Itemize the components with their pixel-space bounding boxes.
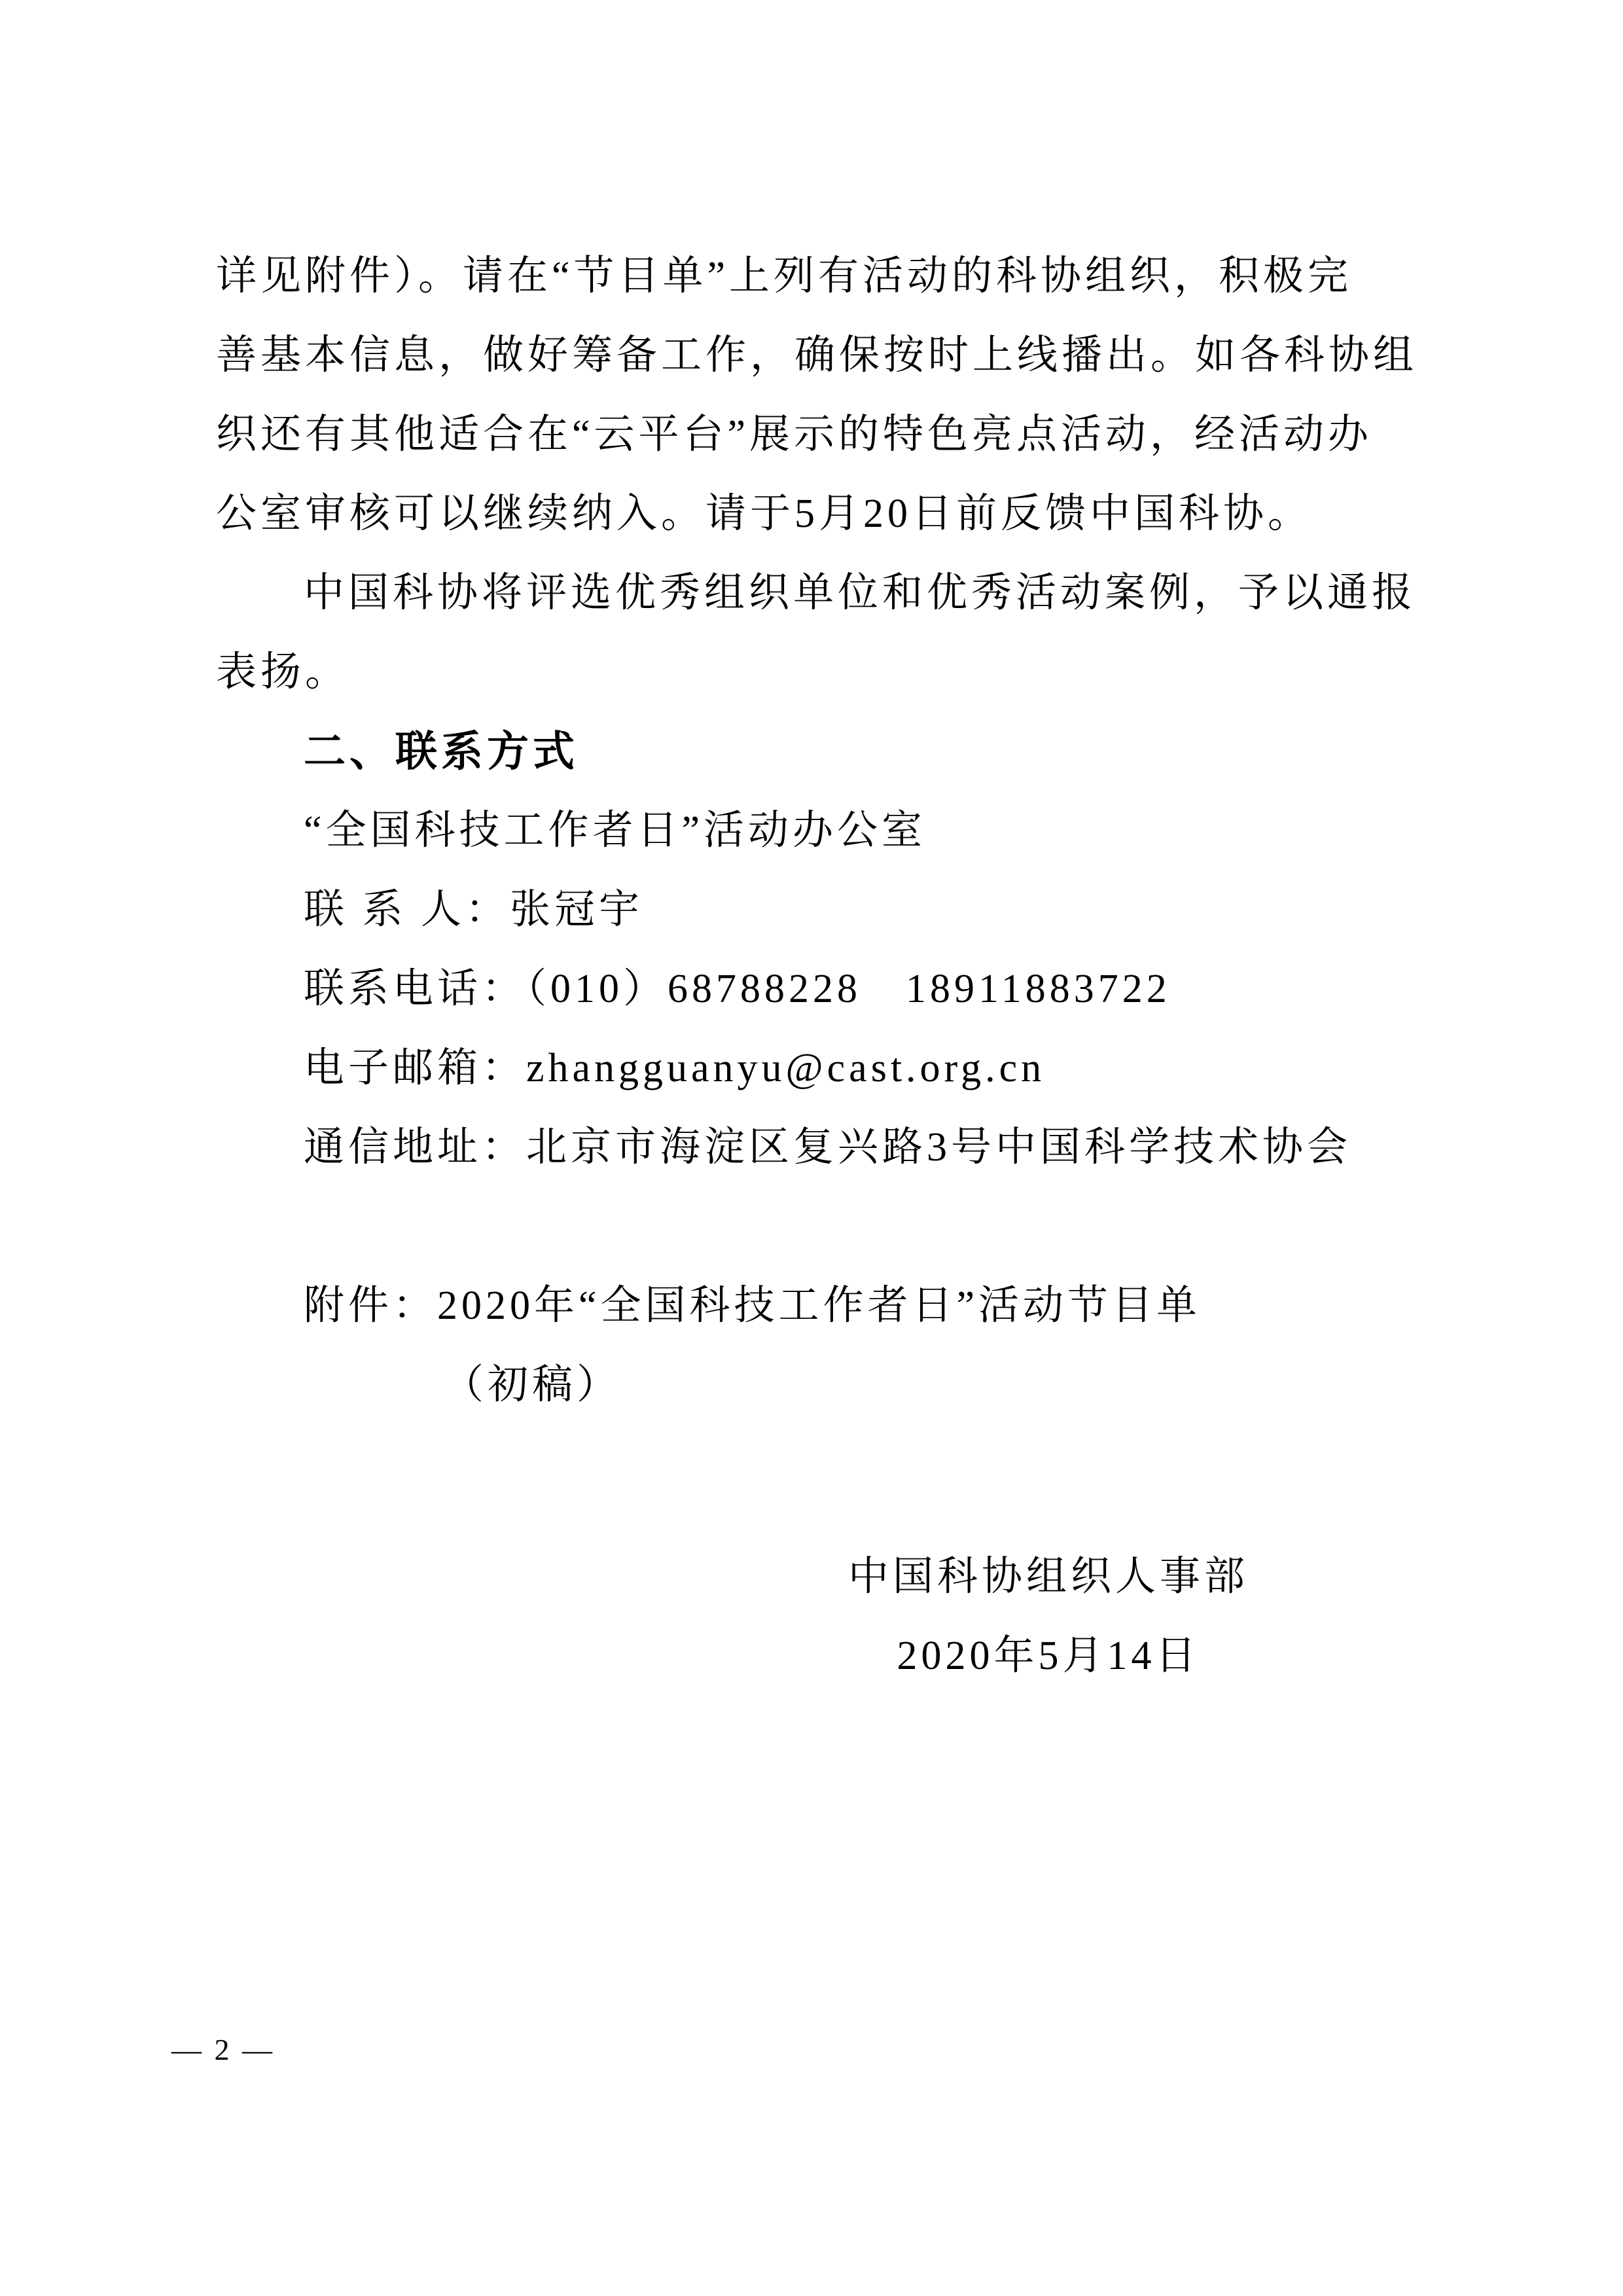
paragraph1-line2: 善基本信息，做好筹备工作，确保按时上线播出。如各科协组 xyxy=(216,333,1418,378)
paragraph2-line1: 中国科协将评选优秀组织单位和优秀活动案例，予以通报 xyxy=(304,571,1417,615)
contact-person-line: 联 系 人：张冠宇 xyxy=(304,888,644,932)
paragraph1-line4: 公室审核可以继续纳入。请于5月20日前反馈中国科协。 xyxy=(216,492,1313,536)
contact-phone-line: 联系电话：（010）68788228 18911883722 xyxy=(304,967,1171,1011)
paragraph1-line1: 详见附件）。请在“节目单”上列有活动的科协组织，积极完 xyxy=(216,254,1353,298)
contact-office-line: “全国科技工作者日”活动办公室 xyxy=(304,808,927,853)
signature-block xyxy=(721,1537,1376,1696)
signature-date: 2020年5月14日 xyxy=(897,1634,1200,1678)
section-heading: 二、联系方式 xyxy=(304,728,579,775)
paragraph1-line3: 织还有其他适合在“云平台”展示的特色亮点活动，经活动办 xyxy=(216,412,1373,457)
contact-address-line: 通信地址：北京市海淀区复兴路3号中国科学技术协会 xyxy=(304,1125,1352,1170)
contact-email-line: 电子邮箱：zhangguanyu@cast.org.cn xyxy=(304,1046,1046,1090)
paragraph2-line2: 表扬。 xyxy=(216,650,350,694)
body-content xyxy=(216,237,1420,1425)
attachment-draft-line: （初稿） xyxy=(443,1363,622,1407)
signature-org: 中国科协组织人事部 xyxy=(847,1554,1249,1599)
page-number: — 2 — xyxy=(171,2033,275,2066)
attachment-title-line: 附件：2020年“全国科技工作者日”活动节目单 xyxy=(304,1283,1202,1328)
spacer xyxy=(216,1187,1420,1266)
